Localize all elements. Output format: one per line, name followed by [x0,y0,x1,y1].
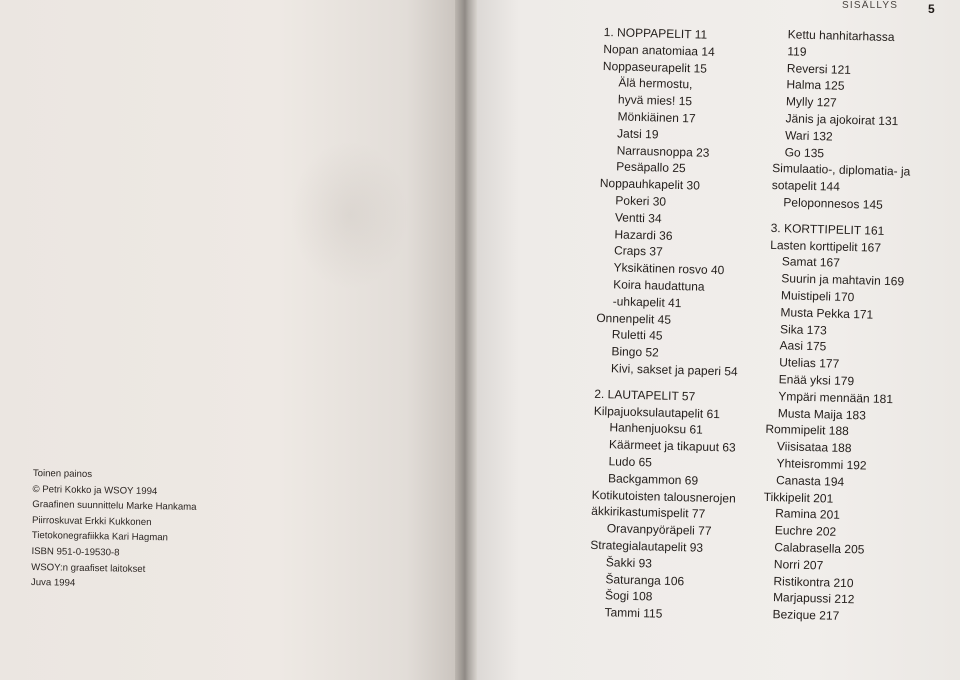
toc-entry: Jänis ja ajokoirat 131 [785,111,899,129]
running-header: SISÄLLYS [842,0,899,11]
toc-entry: Pokeri 30 [615,193,667,209]
book-gutter [455,0,477,680]
toc-entry: Canasta 194 [775,472,845,489]
toc-entry: 3. KORTTIPELIT 161 [770,220,885,238]
toc-entry: Mönkiäinen 17 [617,109,696,126]
toc-entry: Musta Pekka 171 [780,304,874,322]
toc-entry: Nopan anatomiaa 14 [603,41,715,59]
toc-entry: Pesäpallo 25 [616,159,686,176]
toc-entry: Sika 173 [779,321,827,337]
toc-entry: äkkirikastumispelit 77 [591,504,706,522]
colophon-line: WSOY:n graafiset laitokset [31,561,146,575]
toc-entry: Lasten korttipelit 167 [770,237,882,255]
toc-entry: Backgammon 69 [607,470,699,488]
toc-entry: Koira haudattuna [613,277,705,294]
show-through-print [290,140,410,290]
toc-entry: Strategialautapelit 93 [590,537,704,555]
colophon-line: Piirroskuvat Erkki Kukkonen [31,514,152,528]
toc-entry: Euchre 202 [774,523,837,539]
toc-entry: Calabrasella 205 [774,540,865,557]
toc-entry: Bezique 217 [772,607,840,623]
toc-entry: Musta Maija 183 [777,405,867,423]
toc-entry: Kettu hanhitarhassa [787,27,895,45]
toc-entry: Ramina 201 [775,506,841,523]
toc-entry: Reversi 121 [786,60,852,77]
toc-entry: Jatsi 19 [616,126,659,142]
toc-entry: Noppaseurapelit 15 [602,58,708,76]
toc-entry: Yhteisrommi 192 [776,456,867,473]
toc-entry: Suurin ja mahtavin 169 [781,271,905,289]
toc-entry: 119 [787,44,807,59]
toc-entry: Hanhenjuoksu 61 [609,420,703,438]
toc-entry: Älä hermostu, [618,75,693,92]
toc-entry: Go 135 [784,144,825,160]
colophon [31,466,233,594]
toc-entry: Muistipeli 170 [780,288,855,305]
colophon-line: Juva 1994 [30,577,76,589]
toc-entry: Hazardi 36 [614,226,673,243]
toc-entry: Ventti 34 [614,210,662,226]
toc-entry: Craps 37 [613,243,663,259]
toc-entry: Ympäri mennään 181 [778,388,894,406]
toc-entry: Oravanpyöräpeli 77 [606,521,712,539]
toc-entry: Ludo 65 [608,454,653,470]
toc-entry: Enää yksi 179 [778,372,855,389]
toc-entry: -uhkapelit 41 [612,294,682,310]
toc-entry: Wari 132 [784,128,833,144]
toc-entry: Narrausnoppa 23 [616,142,710,160]
toc-entry: Kotikutoisten talousnerojen [591,487,736,506]
toc-entry: Yksikätinen rosvo 40 [613,260,725,278]
toc-entry: Ristikontra 210 [773,573,854,590]
toc-column-2 [760,26,956,627]
toc-entry: 1. NOPPAPELIT 11 [603,24,708,42]
right-page [470,0,960,680]
toc-entry: Onnenpelit 45 [596,310,672,327]
toc-entry: Käärmeet ja tikapuut 63 [608,437,736,455]
toc-entry: Noppauhkapelit 30 [599,176,701,193]
toc-entry: Aasi 175 [779,338,827,354]
toc-entry: 2. LAUTAPELIT 57 [594,386,696,404]
toc-entry: Norri 207 [773,556,824,573]
toc-entry: Halma 125 [786,77,845,94]
toc-entry: Šaturanga 106 [605,571,685,588]
toc-entry: Bingo 52 [611,344,659,360]
toc-entry: Kilpajuoksulautapelit 61 [593,403,721,421]
colophon-line: Graafinen suunnittelu Marke Hankama [32,499,197,514]
toc-entry: Peloponnesos 145 [783,195,883,212]
left-page [0,0,462,680]
toc-entry: Tammi 115 [604,605,663,621]
colophon-line: Tietokonegrafiikka Kari Hagman [31,530,169,544]
toc-entry: hyvä mies! 15 [617,92,693,109]
toc-column-1 [588,24,774,625]
toc-entry: Utelias 177 [779,355,840,371]
colophon-line: © Petri Kokko ja WSOY 1994 [32,483,158,497]
toc-entry: Ruletti 45 [611,327,663,343]
toc-entry: Šakki 93 [605,554,653,571]
toc-entry: Rommipelit 188 [765,422,849,439]
page-number: 5 [928,2,935,16]
colophon-line: ISBN 951-0-19530-8 [31,545,120,559]
toc-entry: Simulaatio-, diplomatia- ja [772,161,911,179]
toc-entry: Šogi 108 [604,588,653,604]
toc-entry: sotapelit 144 [771,178,841,194]
toc-entry: Marjapussi 212 [772,590,855,607]
toc-entry: Mylly 127 [785,94,837,110]
toc-entry: Kivi, sakset ja paperi 54 [610,361,738,379]
toc-entry: Tikkipelit 201 [763,489,834,506]
colophon-line: Toinen painos [32,467,93,481]
toc-entry: Samat 167 [781,254,841,271]
toc-entry: Viisisataa 188 [776,439,852,456]
